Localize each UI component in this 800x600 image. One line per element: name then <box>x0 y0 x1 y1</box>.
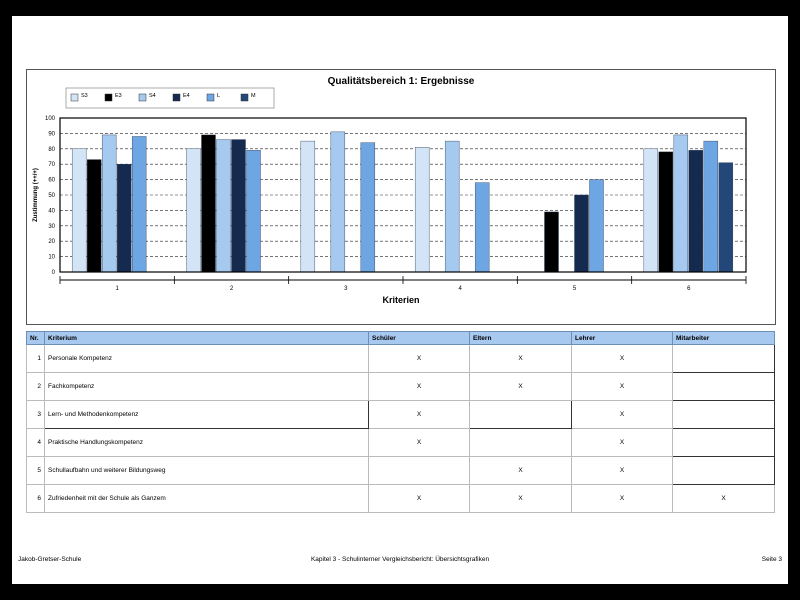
legend-label: S4 <box>149 93 156 99</box>
y-tick-label: 100 <box>44 116 55 122</box>
bar <box>217 140 231 272</box>
row-eltern-mark: X <box>470 457 572 485</box>
bar <box>202 135 216 272</box>
x-tick-label: 6 <box>687 286 691 292</box>
row-schueler-mark: X <box>369 373 470 401</box>
legend-label: M <box>251 93 256 99</box>
bar <box>545 212 559 272</box>
row-mitarbeiter-mark <box>673 345 775 373</box>
row-nr: 2 <box>27 373 45 401</box>
legend-label: S3 <box>81 93 88 99</box>
bar <box>247 150 261 272</box>
row-lehrer-mark: X <box>572 345 673 373</box>
chart-frame <box>26 69 776 325</box>
table-header-row <box>27 332 775 345</box>
row-kriterium: Personale Kompetenz <box>45 345 369 373</box>
bar <box>331 132 345 272</box>
footer-school-name: Jakob-Gretser-Schule <box>18 556 82 563</box>
row-schueler-mark: X <box>369 401 470 429</box>
y-tick-label: 20 <box>48 239 55 246</box>
y-tick-label: 10 <box>48 254 55 261</box>
row-mitarbeiter-mark: X <box>673 485 775 513</box>
row-kriterium: Fachkompetenz <box>45 373 369 401</box>
y-tick-label: 40 <box>48 208 55 215</box>
x-tick-label: 3 <box>344 286 348 292</box>
row-kriterium: Praktische Handlungskompetenz <box>45 429 369 457</box>
row-lehrer-mark: X <box>572 485 673 513</box>
row-eltern-mark: X <box>470 485 572 513</box>
row-nr: 4 <box>27 429 45 457</box>
legend-swatch <box>105 94 112 101</box>
bar <box>575 195 589 272</box>
legend-swatch <box>173 94 180 101</box>
header-kriterium: Kriterium <box>45 332 369 345</box>
row-nr: 3 <box>27 401 45 429</box>
header-nr: Nr. <box>27 332 45 345</box>
bar <box>689 150 703 272</box>
y-tick-label: 60 <box>48 177 55 184</box>
y-tick-label: 80 <box>48 146 55 153</box>
row-mitarbeiter-mark <box>673 429 775 457</box>
row-eltern-mark: X <box>470 373 572 401</box>
row-kriterium: Lern- und Methodenkompetenz <box>45 401 369 429</box>
bar <box>87 160 101 272</box>
legend-label: E4 <box>183 93 190 99</box>
table-row <box>27 345 775 373</box>
legend-label: L <box>217 93 221 99</box>
row-schueler-mark: X <box>369 485 470 513</box>
row-kriterium: Zufriedenheit mit der Schule als Ganzem <box>45 485 369 513</box>
footer-chapter: Kapitel 3 - Schulinterner Vergleichsbericht: Übersichtsgrafiken <box>310 556 490 563</box>
row-mitarbeiter-mark <box>673 457 775 485</box>
legend-swatch <box>139 94 146 101</box>
bar <box>475 183 489 272</box>
row-mitarbeiter-mark <box>673 401 775 429</box>
header-eltern: Eltern <box>470 332 572 345</box>
y-axis-label: Zustimmung (++/+) <box>33 168 39 222</box>
chart-title: Qualitätsbereich 1: Ergebnisse <box>327 76 475 87</box>
row-eltern-mark <box>470 429 572 457</box>
row-kriterium: Schullaufbahn und weiterer Bildungsweg <box>45 457 369 485</box>
row-mitarbeiter-mark <box>673 373 775 401</box>
legend-swatch <box>71 94 78 101</box>
table-row <box>27 401 775 429</box>
bar <box>674 135 688 272</box>
legend-label: E3 <box>115 93 122 99</box>
legend-swatch <box>241 94 248 101</box>
bar <box>445 141 459 272</box>
footer-page-number: Seite 3 <box>761 556 782 563</box>
table-row <box>27 373 775 401</box>
x-tick-label: 1 <box>115 286 119 292</box>
x-tick-label: 5 <box>572 286 577 292</box>
y-tick-label: 0 <box>51 270 55 276</box>
bar <box>415 147 429 272</box>
y-tick-label: 30 <box>48 223 55 230</box>
row-nr: 1 <box>27 345 45 373</box>
row-schueler-mark <box>369 457 470 485</box>
legend-swatch <box>207 94 214 101</box>
bar <box>301 141 315 272</box>
bar <box>704 141 718 272</box>
bar <box>659 152 673 272</box>
row-lehrer-mark: X <box>572 429 673 457</box>
row-eltern-mark <box>470 401 572 429</box>
bar <box>117 164 131 272</box>
x-axis-label: Kriterien <box>382 295 420 305</box>
row-nr: 6 <box>27 485 45 513</box>
header-mitarbeiter: Mitarbeiter <box>673 332 775 345</box>
bar <box>132 136 146 272</box>
y-tick-label: 70 <box>48 162 55 169</box>
header-lehrer: Lehrer <box>572 332 673 345</box>
document-page <box>12 16 788 584</box>
table-row <box>27 457 775 485</box>
bar <box>361 143 375 272</box>
x-tick-label: 2 <box>229 286 234 292</box>
row-nr: 5 <box>27 457 45 485</box>
bar <box>719 163 733 272</box>
row-eltern-mark: X <box>470 345 572 373</box>
row-lehrer-mark: X <box>572 457 673 485</box>
y-tick-label: 90 <box>48 131 55 138</box>
criteria-table <box>26 331 775 513</box>
bar <box>187 149 201 272</box>
bar <box>644 149 658 272</box>
criteria-table-container <box>26 331 774 513</box>
bar <box>72 149 86 272</box>
bar <box>590 180 604 272</box>
table-row <box>27 429 775 457</box>
x-tick-label: 4 <box>458 286 462 292</box>
table-row <box>27 485 775 513</box>
row-schueler-mark: X <box>369 429 470 457</box>
bar <box>232 140 246 272</box>
results-bar-chart <box>27 70 775 324</box>
row-schueler-mark: X <box>369 345 470 373</box>
bar <box>102 135 116 272</box>
header-schueler: Schüler <box>369 332 470 345</box>
row-lehrer-mark: X <box>572 373 673 401</box>
row-lehrer-mark: X <box>572 401 673 429</box>
y-tick-label: 50 <box>48 193 55 199</box>
